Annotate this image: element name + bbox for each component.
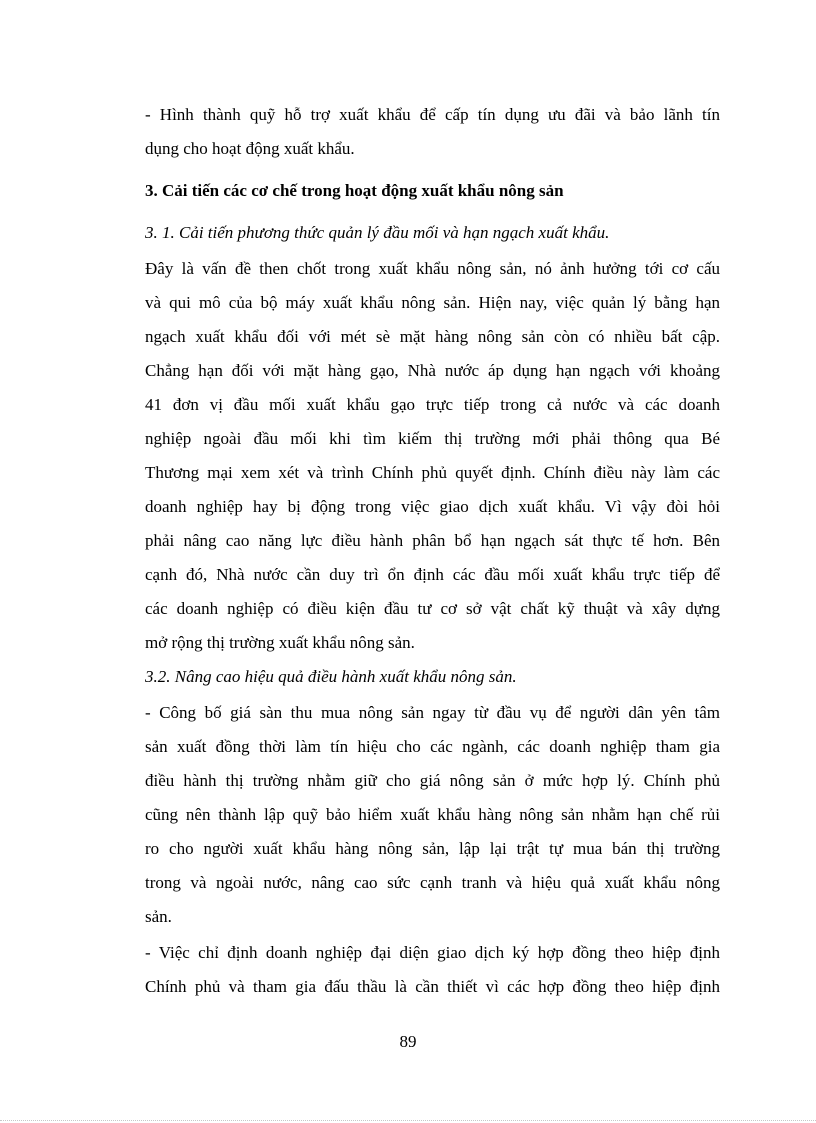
- paragraph-line: Chính phủ và tham gia đấu thầu là cần thiết vì các hợp đồng theo hiệp định: [145, 977, 720, 996]
- paragraph-line: - Hình thành quỹ hỗ trợ xuất khẩu để cấp tín dụng ưu đãi và bảo lãnh tín: [145, 105, 720, 124]
- subsection-heading: 3. 1. Cải tiến phương thức quản lý đầu mối và hạn ngạch xuất khẩu.: [145, 223, 610, 242]
- paragraph-line: 41 đơn vị đầu mối xuất khẩu gạo trực tiếp trong cả nước và các doanh: [145, 395, 720, 414]
- paragraph-line: - Công bố giá sàn thu mua nông sản ngay từ đầu vụ để người dân yên tâm: [145, 703, 720, 722]
- paragraph-line: cạnh đó, Nhà nước cần duy trì ổn định các đầu mối xuất khẩu trực tiếp để: [145, 565, 720, 584]
- paragraph-line: Thương mại xem xét và trình Chính phủ quyết định. Chính điều này làm các: [145, 463, 720, 482]
- paragraph-line: sản xuất đồng thời làm tín hiệu cho các ngành, các doanh nghiệp tham gia: [145, 737, 720, 756]
- paragraph-line: các doanh nghiệp có điều kiện đầu tư cơ sở vật chất kỹ thuật và xây dựng: [145, 599, 720, 618]
- paragraph-line: ro cho người xuất khẩu hàng nông sản, lập lại trật tự mua bán thị trường: [145, 839, 720, 858]
- page-divider: [0, 1120, 816, 1121]
- paragraph-line: cũng nên thành lập quỹ bảo hiểm xuất khẩu hàng nông sản nhằm hạn chế rủi: [145, 805, 720, 824]
- paragraph-line: trong và ngoài nước, nâng cao sức cạnh tranh và hiệu quả xuất khẩu nông: [145, 873, 720, 892]
- paragraph-line: mở rộng thị trường xuất khẩu nông sản.: [145, 633, 415, 652]
- paragraph-line: dụng cho hoạt động xuất khẩu.: [145, 139, 355, 158]
- section-heading: 3. Cải tiến các cơ chế trong hoạt động xuất khẩu nông sản: [145, 181, 564, 200]
- subsection-heading: 3.2. Nâng cao hiệu quả điều hành xuất khẩu nông sản.: [145, 667, 517, 686]
- paragraph-line: phải nâng cao năng lực điều hành phân bổ hạn ngạch sát thực tế hơn. Bên: [145, 531, 720, 550]
- paragraph-line: doanh nghiệp hay bị động trong việc giao dịch xuất khẩu. Vì vậy đòi hỏi: [145, 497, 720, 516]
- paragraph-line: ngạch xuất khẩu đối với mét sè mặt hàng nông sản còn có nhiều bất cập.: [145, 327, 720, 346]
- paragraph-line: - Việc chỉ định doanh nghiệp đại diện giao dịch ký hợp đồng theo hiệp định: [145, 943, 720, 962]
- paragraph-line: nghiệp ngoài đầu mối khi tìm kiếm thị trường mới phải thông qua Bé: [145, 429, 720, 448]
- paragraph-line: sản.: [145, 907, 172, 926]
- paragraph-line: và qui mô của bộ máy xuất khẩu nông sản. Hiện nay, việc quản lý bằng hạn: [145, 293, 720, 312]
- paragraph-line: Chẳng hạn đối với mặt hàng gạo, Nhà nước áp dụng hạn ngạch với khoảng: [145, 361, 720, 380]
- paragraph-line: điều hành thị trường nhằm giữ cho giá nông sản ở mức hợp lý. Chính phủ: [145, 771, 720, 790]
- paragraph-line: Đây là vấn đề then chốt trong xuất khẩu nông sản, nó ảnh hưởng tới cơ cấu: [145, 259, 720, 278]
- page-number: 89: [399, 1032, 417, 1051]
